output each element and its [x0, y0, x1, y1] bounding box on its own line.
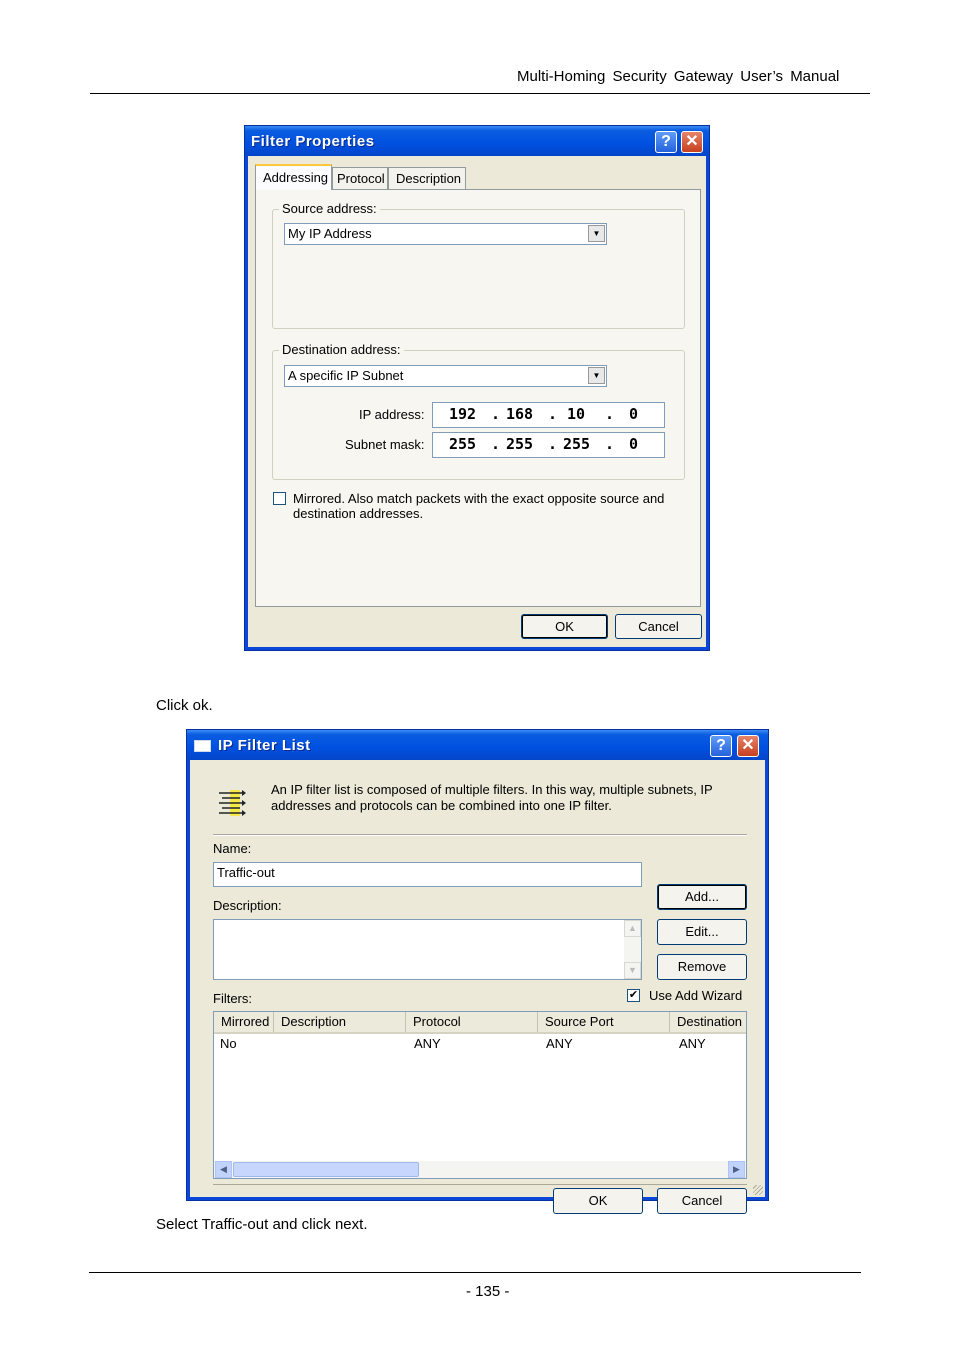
scroll-left-icon[interactable]: ◀ [215, 1161, 232, 1178]
tab-panel [255, 189, 701, 607]
destination-address-label: Destination address: [279, 342, 404, 357]
mirrored-line: destination addresses. [293, 506, 424, 521]
tab-protocol[interactable] [332, 167, 388, 189]
filter-properties-window [244, 125, 710, 651]
page-number: - 135 - [466, 1283, 510, 1300]
column-source-port[interactable]: Source Port [538, 1012, 670, 1032]
source-address-select[interactable] [284, 223, 607, 245]
separator [213, 1184, 747, 1185]
cell-source-port: ANY [546, 1036, 573, 1051]
caption-click-ok: Click ok. [156, 697, 213, 714]
column-description[interactable]: Description [274, 1012, 406, 1032]
window-title: IP Filter List [218, 737, 311, 754]
mask-dot: . [548, 435, 558, 453]
mask-octet: 255 [506, 435, 534, 453]
filter-properties-client [248, 156, 706, 647]
filters-list [213, 1011, 747, 1179]
tab-label: Protocol [337, 171, 385, 186]
window-icon [194, 740, 211, 752]
cell-destination: ANY [679, 1036, 706, 1051]
subnet-mask-field[interactable] [432, 432, 665, 458]
source-address-label: Source address: [279, 201, 380, 216]
scroll-thumb[interactable] [233, 1162, 419, 1177]
edit-button[interactable]: Edit... [657, 919, 747, 945]
filter-properties-titlebar [245, 126, 709, 156]
header-rule [90, 93, 870, 94]
close-icon[interactable]: ✕ [737, 735, 759, 757]
name-input[interactable] [213, 862, 642, 887]
source-address-value: My IP Address [288, 226, 372, 241]
cell-protocol: ANY [414, 1036, 441, 1051]
window-title: Filter Properties [251, 133, 375, 150]
description-scrollbar[interactable] [624, 920, 641, 979]
use-add-wizard-label: Use Add Wizard [649, 988, 743, 1003]
ip-filter-list-titlebar [187, 730, 768, 760]
resize-grip[interactable] [753, 1185, 763, 1195]
destination-address-select[interactable] [284, 365, 607, 387]
ip-octet: 192 [449, 405, 477, 423]
mirrored-line: Mirrored. Also match packets with the exact opposite source and [293, 491, 665, 506]
intro-line: addresses and protocols can be combined into one IP filter. [271, 798, 612, 813]
page-header: Multi-Homing Security Gateway User’s Manual [517, 68, 840, 85]
chevron-down-icon[interactable]: ▼ [588, 367, 605, 384]
remove-button[interactable]: Remove [657, 954, 747, 980]
scroll-right-icon[interactable]: ▶ [728, 1161, 745, 1178]
help-icon[interactable]: ? [655, 131, 677, 153]
name-value: Traffic-out [217, 865, 275, 880]
ip-filter-list-window [186, 729, 769, 1208]
filters-label: Filters: [213, 991, 252, 1006]
horizontal-scrollbar[interactable] [214, 1161, 746, 1178]
table-row[interactable] [214, 1034, 747, 1052]
close-icon[interactable]: ✕ [681, 131, 703, 153]
list-header [214, 1012, 747, 1034]
cancel-button[interactable]: Cancel [657, 1188, 747, 1214]
intro-text [271, 782, 713, 814]
ok-button[interactable]: OK [553, 1188, 643, 1214]
mask-octet: 255 [449, 435, 477, 453]
footer-rule [89, 1272, 861, 1273]
mirrored-text [293, 491, 664, 521]
description-label: Description: [213, 898, 282, 913]
separator [213, 834, 747, 836]
cancel-button[interactable]: Cancel [615, 614, 702, 639]
tab-label: Description [396, 171, 462, 186]
scroll-down-icon[interactable]: ▼ [624, 962, 641, 979]
chevron-down-icon[interactable]: ▼ [588, 225, 605, 242]
caption-select-traffic-out: Select Traffic-out and click next. [156, 1216, 368, 1233]
intro-line: An IP filter list is composed of multiple filters. In this way, multiple subnets, IP [271, 782, 713, 797]
mask-octet: 255 [563, 435, 591, 453]
ip-octet: 0 [629, 405, 639, 423]
tab-description[interactable] [388, 167, 466, 189]
ip-dot: . [548, 405, 558, 423]
ok-button[interactable]: OK [521, 614, 608, 639]
ip-octet: 168 [506, 405, 534, 423]
description-textarea[interactable] [213, 919, 642, 980]
subnet-mask-label: Subnet mask: [345, 437, 425, 452]
tab-addressing[interactable] [255, 164, 332, 190]
destination-address-value: A specific IP Subnet [288, 368, 404, 383]
ip-octet: 10 [567, 405, 586, 423]
ip-address-label: IP address: [359, 407, 425, 422]
use-add-wizard-checkbox[interactable]: ✔ [628, 989, 639, 1001]
column-mirrored[interactable]: Mirrored [214, 1012, 274, 1032]
filter-list-icon [216, 786, 248, 820]
mirrored-checkbox[interactable] [273, 492, 286, 505]
mask-dot: . [605, 435, 615, 453]
cell-mirrored: No [220, 1036, 237, 1051]
help-icon[interactable]: ? [710, 735, 732, 757]
ip-address-field[interactable] [432, 402, 665, 428]
column-protocol[interactable]: Protocol [406, 1012, 538, 1032]
column-destination[interactable]: Destination [670, 1012, 747, 1032]
name-label: Name: [213, 841, 252, 856]
add-button[interactable]: Add... [657, 884, 747, 910]
mask-octet: 0 [629, 435, 639, 453]
ip-dot: . [491, 405, 501, 423]
ip-filter-list-client [190, 760, 765, 1208]
tab-label: Addressing [263, 170, 329, 185]
ip-dot: . [605, 405, 615, 423]
scroll-up-icon[interactable]: ▲ [624, 920, 641, 937]
mask-dot: . [491, 435, 501, 453]
